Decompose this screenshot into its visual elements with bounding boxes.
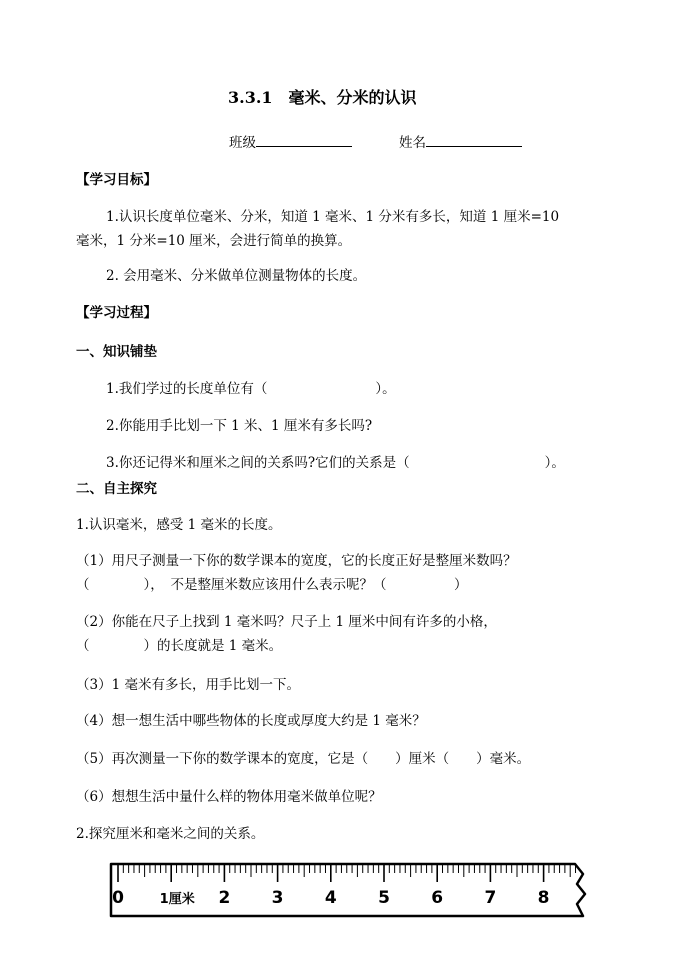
ruler-label: 7	[484, 888, 497, 908]
ruler-label: 2	[218, 888, 231, 908]
section-2-question-2-line-1: （2）你能在尺子上找到 1 毫米吗？尺子上 1 厘米中间有许多的小格，	[76, 614, 497, 630]
name-field	[399, 132, 522, 152]
goal-item-1-line-2: 毫米，1 分米=10 厘米，会进行简单的换算。	[76, 233, 352, 249]
section-2-part-1: 1.认识毫米，感受 1 毫米的长度。	[76, 517, 282, 533]
page-title: 3.3.1 毫米、分米的认识	[228, 88, 417, 107]
section-2-question-6: （6）想想生活中量什么样的物体用毫米做单位呢？	[76, 789, 382, 805]
goal-item-2: 2. 会用毫米、分米做单位测量物体的长度。	[106, 268, 367, 284]
ruler-label: 6	[431, 888, 444, 908]
section-2-heading: 二、自主探究	[76, 481, 157, 497]
section-2-question-3: （3）1 毫米有多长，用手比划一下。	[76, 677, 300, 693]
ruler-label: 5	[378, 888, 390, 908]
ruler-label: 4	[324, 888, 337, 908]
section-2-question-1-line-1: （1）用尺子测量一下你的数学课本的宽度，它的长度正好是整厘米数吗？	[76, 553, 517, 569]
ruler-label: 8	[537, 888, 550, 908]
section-1-question-1: 1.我们学过的长度单位有（ ）。	[106, 381, 396, 397]
name-label: 姓名	[399, 135, 426, 151]
section-1-question-2: 2.你能用手比划一下 1 米、1 厘米有多长吗?	[106, 418, 373, 434]
class-blank[interactable]	[256, 132, 352, 147]
goal-item-1-line-1: 1.认识长度单位毫米、分米，知道 1 毫米、1 分米有多长，知道 1 厘米=10	[106, 209, 560, 225]
section-2-question-2-line-2: （ ）的长度就是 1 毫米。	[76, 638, 283, 654]
process-heading: 【学习过程】	[76, 305, 157, 321]
class-field	[229, 132, 352, 152]
section-1-heading: 一、知识铺垫	[76, 344, 157, 360]
name-blank[interactable]	[426, 132, 522, 147]
section-2-question-5: （5）再次测量一下你的数学课本的宽度，它是（ ）厘米（ ）毫米。	[76, 751, 531, 767]
ruler-label: 1厘米	[159, 892, 195, 907]
goals-heading: 【学习目标】	[76, 172, 157, 188]
ruler-illustration	[109, 862, 594, 918]
section-2-question-1-line-2: （ ）， 不是整厘米数应该用什么表示呢？（ ）	[76, 577, 468, 593]
ruler-label: 0	[112, 888, 124, 908]
class-label: 班级	[229, 135, 256, 151]
section-2-part-2: 2.探究厘米和毫米之间的关系。	[76, 826, 265, 842]
ruler-label: 3	[271, 888, 284, 908]
section-2-question-4: （4）想一想生活中哪些物体的长度或厚度大约是 1 毫米？	[76, 713, 426, 729]
section-1-question-3: 3.你还记得米和厘米之间的关系吗?它们的关系是（ ）。	[106, 455, 565, 471]
